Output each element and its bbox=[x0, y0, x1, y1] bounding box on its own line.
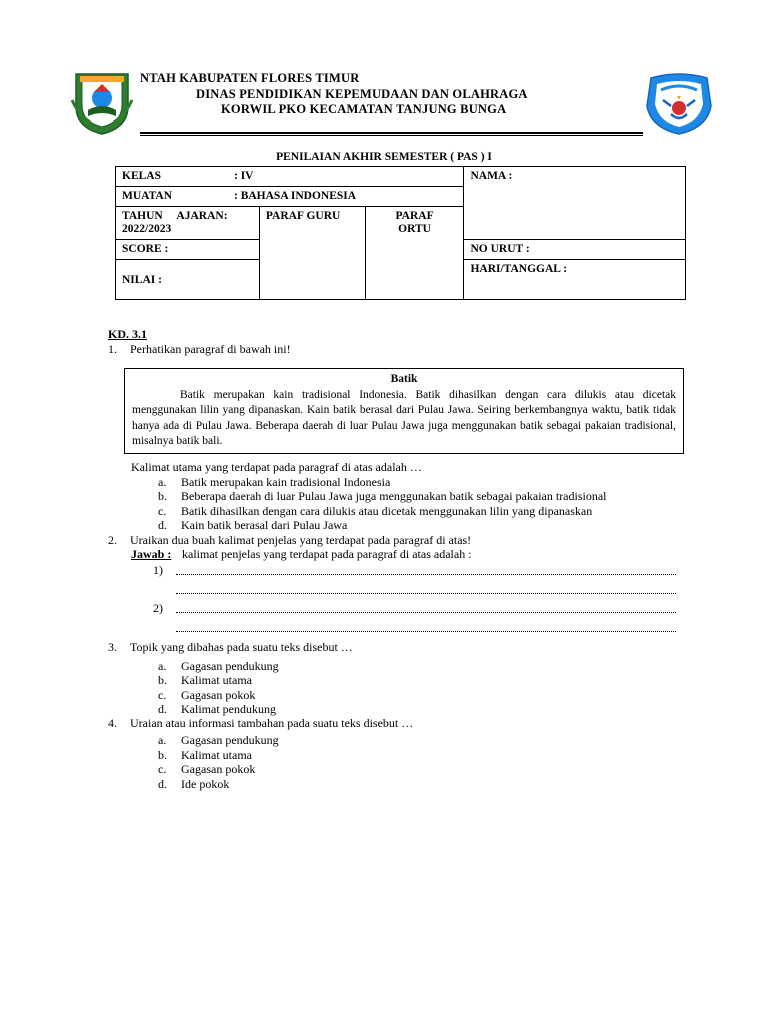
score-cell[interactable] bbox=[116, 240, 260, 260]
q3-option-d-letter: d. bbox=[158, 702, 167, 716]
q3-option-b[interactable]: Kalimat utama bbox=[181, 673, 252, 687]
header-line-1: NTAH KABUPATEN FLORES TIMUR bbox=[140, 71, 360, 85]
muatan-cell bbox=[116, 187, 464, 207]
student-info-table bbox=[115, 166, 686, 300]
hari-tanggal-cell[interactable] bbox=[464, 260, 686, 300]
q3-option-a[interactable]: Gagasan pendukung bbox=[181, 659, 279, 673]
batik-box-text: Batik merupakan kain tradisional Indonesia. Batik dihasilkan dengan cara dilukis atau dicetak menggunakan lilin yang dipanaskan. Kain batik berasal dari Pulau Jawa. Seiring berkembangnya waktu, batik tidak hanya ada di Pulau Jawa. Beberapa daerah di luar Pulau Jawa juga menggunakan batik sebagai pakaian tradisional, misalnya batik bali. bbox=[132, 388, 676, 447]
q3-number: 3. bbox=[108, 640, 117, 654]
nama-cell[interactable] bbox=[464, 167, 686, 240]
q1-number: 1. bbox=[108, 342, 117, 356]
q3-text: Topik yang dibahas pada suatu teks disebut … bbox=[130, 640, 353, 654]
q2-answer-1-line-1[interactable] bbox=[176, 574, 676, 575]
tut-wuri-handayani-logo bbox=[641, 72, 717, 138]
q4-option-a-letter: a. bbox=[158, 733, 167, 747]
q3-option-c-letter: c. bbox=[158, 688, 167, 702]
q4-text: Uraian atau informasi tambahan pada suatu teks disebut … bbox=[130, 716, 414, 730]
q1-option-d[interactable]: Kain batik berasal dari Pulau Jawa bbox=[181, 518, 348, 532]
q4-option-d-letter: d. bbox=[158, 777, 167, 791]
q1-option-b[interactable]: Beberapa daerah di luar Pulau Jawa juga menggunakan batik sebagai pakaian tradisional bbox=[181, 489, 607, 503]
q4-option-b-letter: b. bbox=[158, 748, 167, 762]
q4-option-a[interactable]: Gagasan pendukung bbox=[181, 733, 279, 747]
paraf-guru-label: PARAF GURU bbox=[265, 210, 341, 222]
paraf-ortu-label-1: PARAF bbox=[395, 210, 434, 222]
q4-number: 4. bbox=[108, 716, 117, 730]
q2-number: 2. bbox=[108, 533, 117, 547]
q2-answer-2-line-2[interactable] bbox=[176, 631, 676, 632]
nilai-cell[interactable] bbox=[116, 260, 260, 300]
kelas-cell bbox=[116, 167, 464, 187]
muatan-label: MUATAN bbox=[122, 190, 173, 202]
q1-option-a-letter: a. bbox=[158, 475, 167, 489]
q4-option-c[interactable]: Gagasan pokok bbox=[181, 762, 256, 776]
q1-text: Perhatikan paragraf di bawah ini! bbox=[130, 342, 291, 356]
batik-box-title: Batik bbox=[390, 373, 418, 385]
tahun-ajaran-label: TAHUN AJARAN: bbox=[122, 210, 228, 222]
paraf-ortu-cell[interactable] bbox=[365, 207, 464, 300]
header-line-3: KORWIL PKO KECAMATAN TANJUNG BUNGA bbox=[221, 102, 507, 116]
exam-title: PENILAIAN AKHIR SEMESTER ( PAS ) I bbox=[276, 151, 492, 163]
q2-answer-2-line-1[interactable] bbox=[176, 612, 676, 613]
q2-text: Uraikan dua buah kalimat penjelas yang terdapat pada paragraf di atas! bbox=[130, 533, 472, 547]
no-urut-label: NO URUT : bbox=[470, 243, 530, 255]
q2-jawab-text: kalimat penjelas yang terdapat pada paragraf di atas adalah : bbox=[182, 547, 472, 561]
nilai-label: NILAI : bbox=[122, 273, 162, 286]
q4-option-c-letter: c. bbox=[158, 762, 167, 776]
score-label: SCORE : bbox=[122, 243, 169, 255]
tahun-ajaran-value: 2022/2023 bbox=[122, 223, 172, 235]
q2-jawab-label: Jawab : bbox=[131, 547, 172, 561]
no-urut-cell[interactable] bbox=[464, 240, 686, 260]
header-rule-thin bbox=[140, 135, 643, 136]
hari-tanggal-label: HARI/TANGGAL : bbox=[470, 263, 568, 275]
q2-answer-1-number: 1) bbox=[153, 563, 163, 577]
q2-answer-1-line-2[interactable] bbox=[176, 593, 676, 594]
q1-option-a[interactable]: Batik merupakan kain tradisional Indonesia bbox=[181, 475, 391, 489]
q4-option-b[interactable]: Kalimat utama bbox=[181, 748, 252, 762]
section-heading: KD. 3.1 bbox=[108, 327, 147, 341]
regency-emblem-logo bbox=[70, 70, 134, 136]
kelas-label: KELAS bbox=[122, 170, 161, 182]
paraf-ortu-label-2: ORTU bbox=[398, 223, 431, 235]
header-rule-thick bbox=[140, 132, 643, 134]
paraf-guru-cell[interactable] bbox=[259, 207, 365, 300]
tahun-ajaran-cell bbox=[116, 207, 260, 240]
q3-option-c[interactable]: Gagasan pokok bbox=[181, 688, 256, 702]
header-line-2: DINAS PENDIDIKAN KEPEMUDAAN DAN OLAHRAGA bbox=[196, 87, 528, 101]
nama-label: NAMA : bbox=[470, 170, 513, 182]
q4-option-d[interactable]: Ide pokok bbox=[181, 777, 230, 791]
q3-option-a-letter: a. bbox=[158, 659, 167, 673]
q1-option-c[interactable]: Batik dihasilkan dengan cara dilukis atau dicetak menggunakan lilin yang dipanaskan bbox=[181, 504, 593, 518]
q2-answer-2-number: 2) bbox=[153, 601, 163, 615]
q1-option-c-letter: c. bbox=[158, 504, 167, 518]
q3-option-d[interactable]: Kalimat pendukung bbox=[181, 702, 276, 716]
muatan-value: : BAHASA INDONESIA bbox=[234, 190, 357, 202]
q1-option-d-letter: d. bbox=[158, 518, 167, 532]
q3-option-b-letter: b. bbox=[158, 673, 167, 687]
kelas-value: : IV bbox=[234, 170, 254, 182]
batik-paragraph-box bbox=[124, 368, 684, 454]
q1-option-b-letter: b. bbox=[158, 489, 167, 503]
q1-question: Kalimat utama yang terdapat pada paragraf di atas adalah … bbox=[131, 460, 422, 474]
